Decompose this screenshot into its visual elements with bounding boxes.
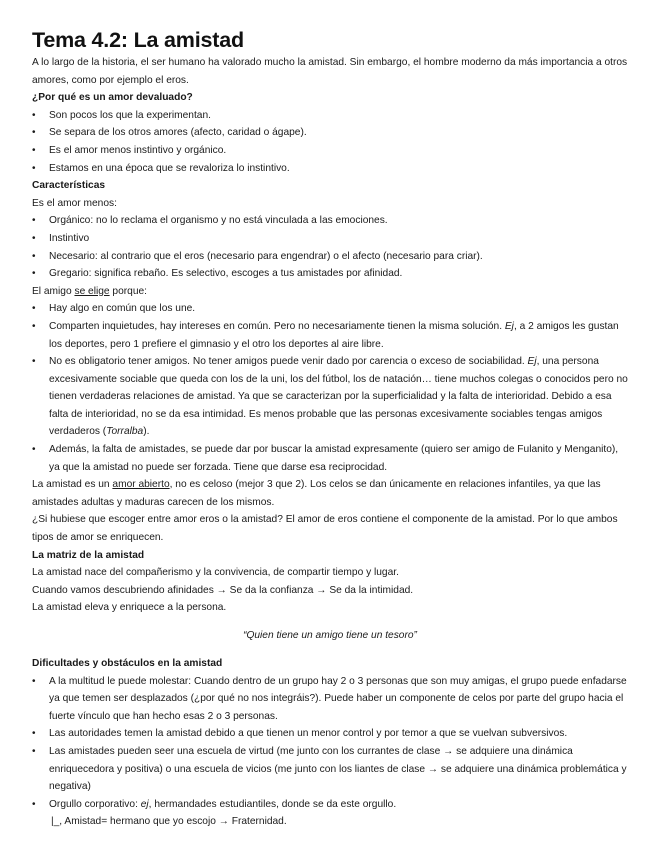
text-span: , hermandades estudiantiles, donde se da este orgullo. xyxy=(148,798,397,810)
caracteristicas-lead: Es el amor menos: xyxy=(32,197,117,209)
underlined-text: se elige xyxy=(74,285,110,297)
page-title: Tema 4.2: La amistad xyxy=(32,28,244,52)
list-item: • Las autoridades temen la amistad debido a que tienen un menor control y por temor a que se vuelvan subversivos. xyxy=(32,725,628,743)
text-span: Orgullo corporativo: xyxy=(49,798,141,810)
list-item: • Instintivo xyxy=(32,230,628,248)
italic-text: ej xyxy=(140,798,149,810)
list-item xyxy=(32,796,628,831)
list-item xyxy=(32,353,628,441)
section-heading-dificultades: Dificultades y obstáculos en la amistad xyxy=(32,657,223,669)
list-item: • Son pocos los que la experimentan. xyxy=(32,107,628,125)
abierto-paragraph xyxy=(32,476,628,511)
text-span: porque: xyxy=(109,285,147,297)
intro-paragraph: A lo largo de la historia, el ser humano ha valorado mucho la amistad. Sin embargo, el hombre moderno da más importancia a otros amores, como por ejemplo el eros. xyxy=(32,57,628,86)
list-item: • Estamos en una época que se revaloriza lo instintivo. xyxy=(32,160,628,178)
list-devaluado xyxy=(32,107,628,177)
italic-text: Ej xyxy=(527,356,537,368)
text-span: El amigo xyxy=(32,285,75,297)
list-caracteristicas xyxy=(32,212,628,282)
italic-text: Ej xyxy=(504,320,514,332)
text-span: , a 2 amigos les gustan los deportes, pero 1 prefiere el gimnasio y el otro los deportes al aire libre. xyxy=(49,320,619,350)
text-span: La amistad es un xyxy=(32,479,113,491)
section-heading-matriz: La matriz de la amistad xyxy=(32,549,145,561)
list-elige xyxy=(32,300,628,476)
sub-note: |_, Amistad= hermano que yo escojo → Fraternidad. xyxy=(51,816,287,828)
matriz-line: La amistad nace del compañerismo y la convivencia, de compartir tiempo y lugar. xyxy=(32,567,399,579)
list-item: • Además, la falta de amistades, se puede dar por buscar la amistad expresamente (quiero ser amigo de Fulanito y Menganito), ya que la amistad no puede ser forzada. Tiene que darse esa reciprocidad. xyxy=(32,441,628,476)
text-span: , una persona excesivamente sociable que queda con los de la uni, los del fútbol, los de natación… tiene muchos colegas o conocidos pero no tienen verdaderas relaciones de amistad. Ya que se caracterizan por la superficialidad y la falta de interioridad. Debido a esa falta de interioridad, no se da esa intimidad. Es menos probable que las personas excesivamente sociables tengas amigos verdaderos ( xyxy=(49,356,628,438)
pregunta-paragraph: ¿Si hubiese que escoger entre amor eros o la amistad? El amor de eros contiene el componente de la amistad. Por lo que ambos tipos de amor se enriquecen. xyxy=(32,514,618,544)
list-item: • Es el amor menos instintivo y orgánico. xyxy=(32,142,628,160)
section-heading-devaluado: ¿Por qué es un amor devaluado? xyxy=(32,92,193,104)
section-heading-caracteristicas: Características xyxy=(32,180,106,192)
list-item: • Hay algo en común que los une. xyxy=(32,300,628,318)
text-span: ). xyxy=(143,426,150,438)
list-item xyxy=(32,318,628,353)
elige-lead xyxy=(32,283,628,301)
list-item: • Gregario: significa rebaño. Es selectivo, escoges a tus amistades por afinidad. xyxy=(32,265,628,283)
matriz-line: Cuando vamos descubriendo afinidades → Se da la confianza → Se da la intimidad. xyxy=(32,584,414,596)
list-item: • Las amistades pueden seer una escuela de virtud (me junto con los currantes de clase → se adquiere una dinámica enriquecedora y positiva) o una escuela de vicios (me junto con los liantes de clase → se adquiere una dinámica problemática y negativa) xyxy=(32,743,628,796)
text-span: No es obligatorio tener amigos. No tener amigos puede venir dado por carencia o exceso de sociabilidad. xyxy=(49,356,528,368)
text-span: , no es celoso (mejor 3 que 2). Los celos se dan únicamente en relaciones infantiles, ya que las amistades adultas y maduras carecen de los mismos. xyxy=(32,479,601,508)
list-item: • A la multitud le puede molestar: Cuando dentro de un grupo hay 2 o 3 personas que son muy amigas, el grupo puede enfadarse ya que temen ser desplazados (¿por qué no nos integráis?). Puede haber un componente de celos por parte del grupo hacia el fuerte vínculo que han hecho esas 2 o 3 personas. xyxy=(32,673,628,726)
matriz-line: La amistad eleva y enriquece a la persona. xyxy=(32,602,227,614)
document-page xyxy=(32,28,628,831)
underlined-text: amor abierto xyxy=(112,479,170,491)
list-item: • Se separa de los otros amores (afecto, caridad o ágape). xyxy=(32,124,628,142)
quote: “Quien tiene un amigo tiene un tesoro” xyxy=(243,630,417,642)
list-item: • Necesario: al contrario que el eros (necesario para engendrar) o el afecto (necesario para criar). xyxy=(32,248,628,266)
list-item: • Orgánico: no lo reclama el organismo y no está vinculada a las emociones. xyxy=(32,212,628,230)
list-dificultades xyxy=(32,673,628,831)
text-span: Comparten inquietudes, hay intereses en común. Pero no necesariamente tienen la misma solución. xyxy=(49,320,505,332)
italic-text: Torralba xyxy=(106,426,144,438)
